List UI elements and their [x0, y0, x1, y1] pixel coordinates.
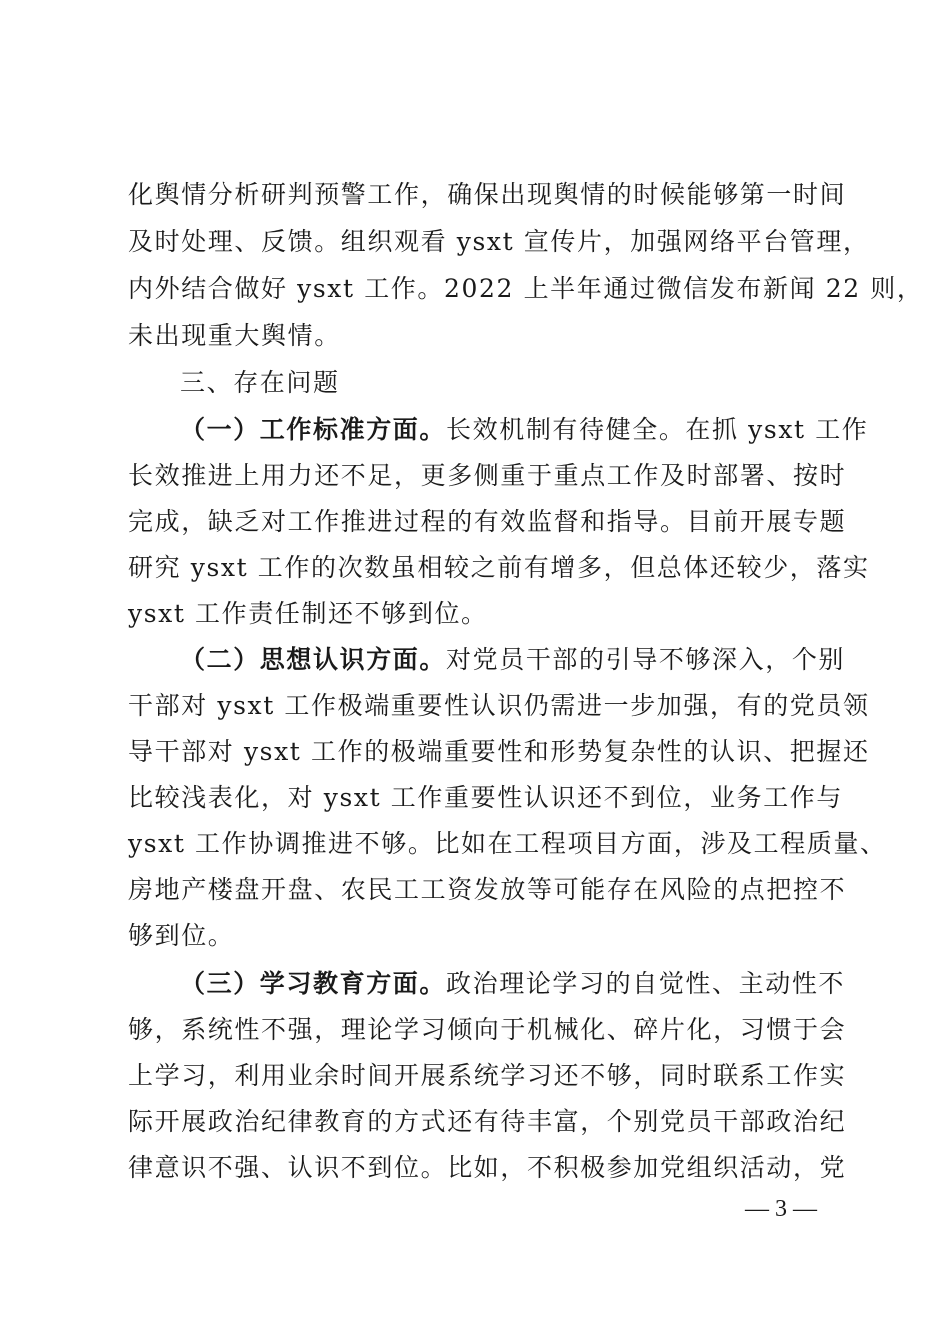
paragraph-line: 及时处理、反馈。组织观看 ysxt 宣传片，加强网络平台管理， — [128, 227, 870, 256]
issue-title: （三）学习教育方面。 — [180, 969, 447, 998]
issue-title: （二）思想认识方面。 — [180, 645, 447, 674]
issue-title: （一）工作标准方面。 — [180, 415, 447, 444]
paragraph-line: 够到位。 — [128, 921, 235, 950]
paragraph-line: 完成，缺乏对工作推进过程的有效监督和指导。目前开展专题 — [128, 507, 847, 536]
issue-text: 政治理论学习的自觉性、主动性不 — [446, 969, 846, 998]
section-heading: 三、存在问题 — [180, 368, 340, 397]
paragraph-line: 内外结合做好 ysxt 工作。2022 上半年通过微信发布新闻 22 则， — [128, 274, 924, 303]
paragraph-line: ysxt 工作责任制还不够到位。 — [128, 599, 488, 628]
issue-first-line — [180, 413, 868, 447]
issue-first-line — [180, 643, 845, 677]
issue-first-line — [180, 967, 845, 1001]
paragraph-line: 际开展政治纪律教育的方式还有待丰富，个别党员干部政治纪 — [128, 1107, 847, 1136]
paragraph-line: ysxt 工作协调推进不够。比如在工程项目方面，涉及工程质量、 — [128, 829, 887, 858]
paragraph-line: 化舆情分析研判预警工作，确保出现舆情的时候能够第一时间 — [128, 180, 847, 209]
page-number: — 3 — — [745, 1196, 817, 1222]
paragraph-line: 长效推进上用力还不足，更多侧重于重点工作及时部署、按时 — [128, 461, 847, 490]
paragraph-line: 比较浅表化，对 ysxt 工作重要性认识还不到位，业务工作与 — [128, 783, 843, 812]
paragraph-line: 未出现重大舆情。 — [128, 321, 341, 350]
paragraph-line: 上学习，利用业余时间开展系统学习还不够，同时联系工作实 — [128, 1061, 847, 1090]
paragraph-line: 律意识不强、认识不到位。比如，不积极参加党组织活动，党 — [128, 1153, 847, 1182]
paragraph-line: 研究 ysxt 工作的次数虽相较之前有增多，但总体还较少，落实 — [128, 553, 870, 582]
paragraph-line: 房地产楼盘开盘、农民工工资发放等可能存在风险的点把控不 — [128, 875, 847, 904]
paragraph-line: 够，系统性不强，理论学习倾向于机械化、碎片化，习惯于会 — [128, 1015, 847, 1044]
paragraph-line: 干部对 ysxt 工作极端重要性认识仍需进一步加强，有的党员领 — [128, 691, 870, 720]
issue-text: 对党员干部的引导不够深入，个别 — [446, 645, 846, 674]
issue-text: 长效机制有待健全。在抓 ysxt 工作 — [446, 415, 869, 444]
paragraph-line: 导干部对 ysxt 工作的极端重要性和形势复杂性的认识、把握还 — [128, 737, 870, 766]
